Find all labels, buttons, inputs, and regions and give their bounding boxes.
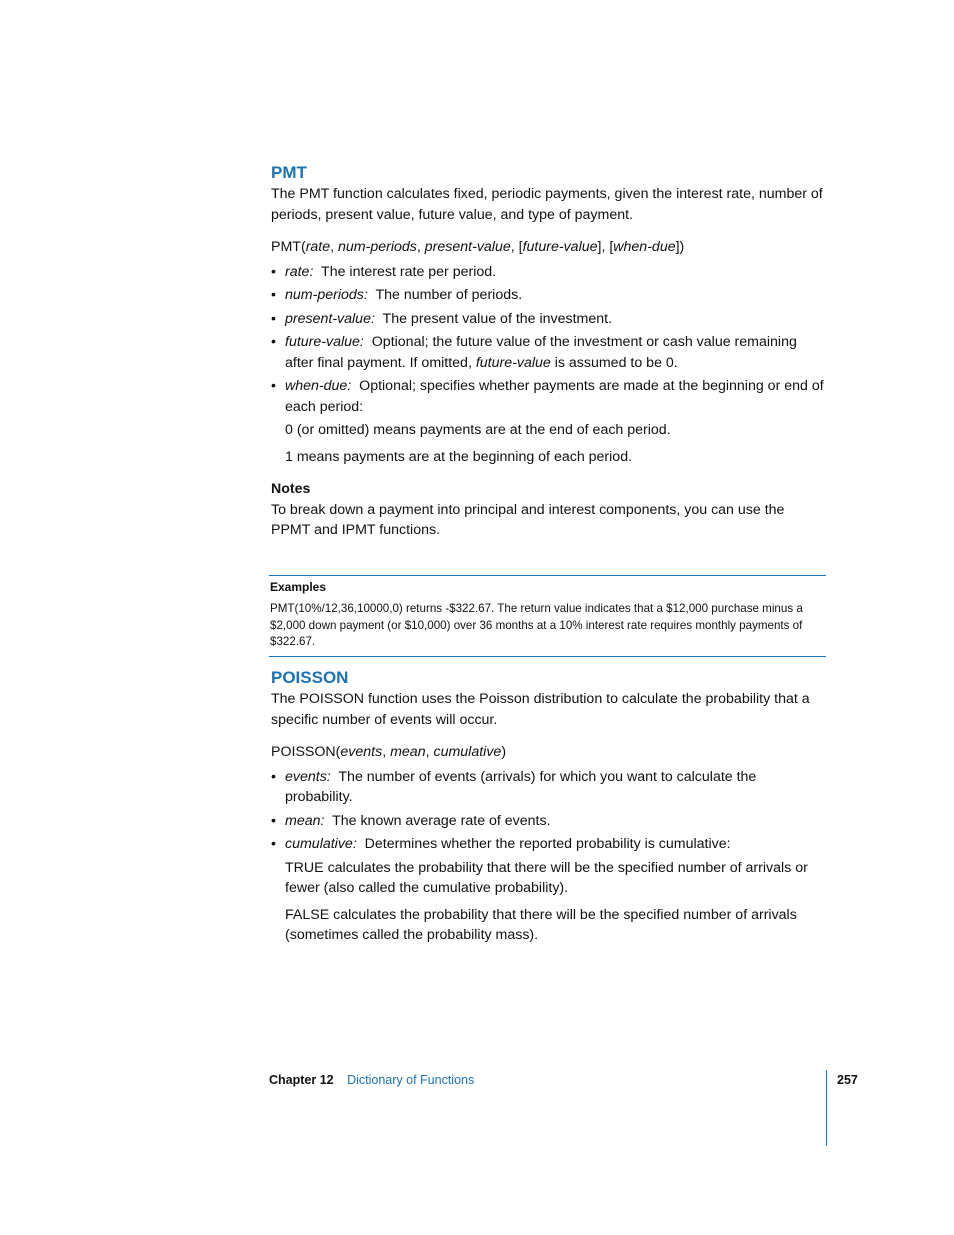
syntax-arg: mean [390, 744, 426, 760]
list-item: • cumulative: Determines whether the reported probability is cumulative: [271, 836, 731, 852]
pmt-intro: The PMT function calculates fixed, periodic payments, given the interest rate, number of periods, present value, future value, and type of payment. [271, 186, 823, 223]
examples-title: Examples [270, 580, 327, 594]
syntax-punct: , [330, 239, 339, 255]
arg-name: when-due: [285, 378, 352, 394]
footer-chapter: Chapter 12 [269, 1073, 334, 1087]
list-item: • when-due: Optional; specifies whether payments are made at the beginning or end of each period: [271, 378, 824, 415]
pmt-section [271, 162, 826, 541]
cumulative-option-0: TRUE calculates the probability that there will be the specified number of arrivals or fewer (also called the cumulative probability). [285, 859, 808, 896]
syntax-arg: when-due [613, 239, 676, 255]
list-item: • future-value: Optional; the future value of the investment or cash value remaining after final payment. If omitted, future-value is assumed to be 0. [271, 334, 797, 371]
pmt-heading: PMT [271, 163, 307, 182]
footer-chapter-title-link[interactable]: Dictionary of Functions [347, 1073, 475, 1087]
syntax-arg: future-value [522, 239, 598, 255]
syntax-punct: , [ [510, 239, 523, 255]
page-number: 257 [837, 1073, 858, 1087]
page-footer [269, 1073, 474, 1087]
cumulative-option-1: FALSE calculates the probability that there will be the specified number of arrivals (sometimes called the probability mass). [285, 906, 797, 943]
arg-desc: Optional; specifies whether payments are made at the beginning or end of each period: [285, 378, 824, 415]
list-item: • num-periods: The number of periods. [271, 287, 523, 303]
notes-heading: Notes [271, 481, 311, 497]
list-item: • present-value: The present value of the investment. [271, 310, 613, 327]
when-due-option-1: 1 means payments are at the beginning of each period. [285, 448, 633, 465]
syntax-arg: num-periods [338, 239, 417, 255]
examples-text: PMT(10%/12,36,10000,0) returns -$322.67. The return value indicates that a $12,000 purchase minus a $2,000 down payment (or $10,000) over 36 months at a 10% interest rate requires monthly payments of $322.67. [270, 602, 803, 648]
arg-name: rate: [285, 263, 314, 280]
syntax-arg: rate [305, 239, 331, 255]
notes-text: To break down a payment into principal and interest components, you can use the PPMT and IPMT functions. [271, 501, 785, 538]
arg-desc: The known average rate of events. [332, 812, 551, 829]
arg-desc: The number of periods. [375, 287, 523, 303]
pmt-syntax-args [301, 239, 684, 255]
arg-name: mean: [285, 812, 325, 829]
footer-divider [826, 1070, 827, 1146]
syntax-punct: ) [501, 744, 507, 760]
syntax-punct: , [382, 744, 391, 760]
arg-desc-italic: future-value [475, 354, 551, 371]
poisson-section [271, 667, 826, 952]
list-item: • rate: The interest rate per period. [271, 263, 497, 280]
poisson-intro: The POISSON function uses the Poisson distribution to calculate the probability that a specific number of events will occur. [271, 691, 810, 728]
poisson-syntax [271, 742, 826, 763]
poisson-arguments-list [271, 767, 826, 855]
list-item: • events: The number of events (arrivals) for which you want to calculate the probability. [271, 768, 757, 805]
examples-box [269, 575, 826, 657]
syntax-arg: events [340, 744, 383, 760]
arg-desc: Optional; the future value of the investment or cash value remaining after final payment. If omitted, [285, 334, 797, 371]
poisson-heading: POISSON [271, 668, 349, 687]
arg-name: cumulative: [285, 836, 357, 852]
arg-desc: The present value of the investment. [382, 310, 613, 327]
poisson-syntax-args [336, 744, 506, 760]
when-due-option-0: 0 (or omitted) means payments are at the end of each period. [285, 422, 671, 438]
arg-name: future-value: [285, 334, 364, 350]
syntax-punct: ], [ [597, 239, 614, 255]
pmt-syntax [271, 237, 826, 258]
syntax-punct: , [425, 744, 434, 760]
syntax-arg: present-value [424, 239, 511, 255]
arg-name: present-value: [285, 310, 375, 327]
arg-name: num-periods: [285, 287, 368, 303]
list-item: • mean: The known average rate of events. [271, 812, 551, 829]
syntax-arg: cumulative [433, 744, 502, 760]
syntax-punct: ( [300, 239, 306, 255]
arg-desc: The number of events (arrivals) for which you want to calculate the probability. [285, 768, 757, 805]
poisson-syntax-name: POISSON [271, 744, 336, 760]
arg-name: events: [285, 768, 331, 785]
arg-desc: The interest rate per period. [321, 263, 497, 280]
syntax-punct: , [416, 239, 425, 255]
pmt-arguments-list [271, 262, 826, 418]
arg-desc-after: is assumed to be 0. [550, 354, 678, 371]
syntax-punct: ( [335, 744, 341, 760]
pmt-syntax-name: PMT [271, 239, 301, 255]
syntax-punct: ]) [675, 239, 685, 255]
arg-desc: Determines whether the reported probability is cumulative: [364, 836, 731, 852]
